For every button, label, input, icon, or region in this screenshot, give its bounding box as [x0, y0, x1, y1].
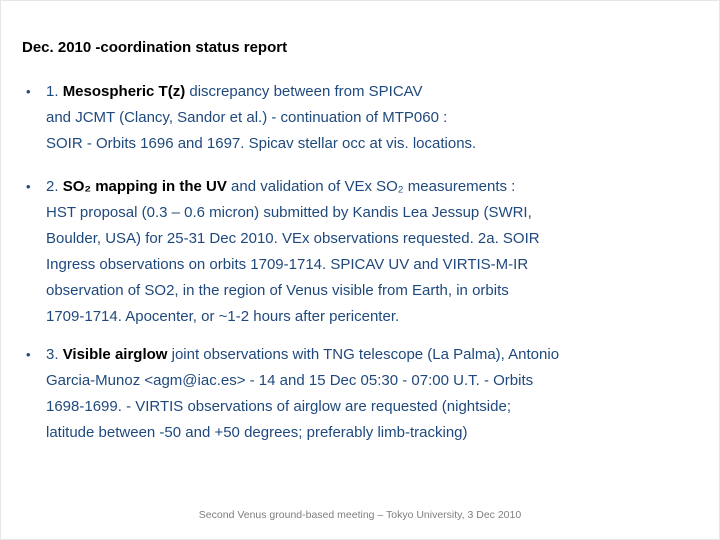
bullet-text: [46, 342, 696, 446]
body-text: joint observations with TNG telescope (La Palma), Antonio: [167, 346, 560, 363]
bullet-text: [46, 79, 696, 157]
body-text: HST proposal (0.3 – 0.6 micron) submitted by Kandis Lea Jessup (SWRI,: [46, 204, 532, 221]
body-text: SOIR - Orbits 1696 and 1697. Spicav stellar occ at vis. locations.: [46, 135, 477, 152]
body-text: and validation of VEx SO₂ measurements :: [226, 178, 516, 195]
text-line: [46, 79, 696, 105]
bullet-marker: •: [26, 179, 31, 194]
body-text: 2.: [46, 178, 63, 195]
text-line: [46, 278, 696, 304]
body-text: 1.: [46, 83, 63, 100]
body-text: Garcia-Munoz <agm@iac.es> - 14 and 15 Dec 05:30 - 07:00 U.T. - Orbits: [46, 372, 534, 389]
slide-title: Dec. 2010 -coordination status report: [22, 39, 288, 56]
text-line: [46, 252, 696, 278]
bullet-item: [26, 174, 696, 330]
bullet-marker: •: [26, 347, 31, 362]
text-line: [46, 200, 696, 226]
body-text: 3.: [46, 346, 63, 363]
text-line: [46, 342, 696, 368]
text-line: [46, 394, 696, 420]
body-text: 1698-1699. - VIRTIS observations of airglow are requested (nightside;: [46, 398, 511, 415]
text-line: [46, 105, 696, 131]
bold-topic-text: Mesospheric T(z): [62, 83, 186, 100]
bullet-item: [26, 342, 696, 446]
slide-footer: Second Venus ground-based meeting – Tokyo University, 3 Dec 2010: [198, 509, 522, 521]
body-text: Boulder, USA) for 25-31 Dec 2010. VEx observations requested. 2a. SOIR: [46, 230, 540, 247]
bullet-item: [26, 79, 696, 157]
text-line: [46, 420, 696, 446]
bold-topic-text: Visible airglow: [62, 346, 168, 363]
bullet-marker: •: [26, 84, 31, 99]
text-line: [46, 226, 696, 252]
text-line: [46, 304, 696, 330]
text-line: [46, 368, 696, 394]
bullet-list: [26, 79, 696, 446]
body-text: observation of SO2, in the region of Venus visible from Earth, in orbits: [46, 282, 509, 299]
bold-topic-text: SO₂ mapping in the UV: [62, 178, 227, 195]
text-line: [46, 174, 696, 200]
body-text: Ingress observations on orbits 1709-1714. SPICAV UV and VIRTIS-M-IR: [46, 256, 529, 273]
body-text: discrepancy between from SPICAV: [185, 83, 423, 100]
text-line: [46, 131, 696, 157]
body-text: 1709-1714. Apocenter, or ~1-2 hours after pericenter.: [46, 308, 400, 325]
body-text: and JCMT (Clancy, Sandor et al.) - continuation of MTP060 :: [46, 109, 448, 126]
body-text: latitude between -50 and +50 degrees; preferably limb-tracking): [46, 424, 468, 441]
bullet-text: [46, 174, 696, 330]
